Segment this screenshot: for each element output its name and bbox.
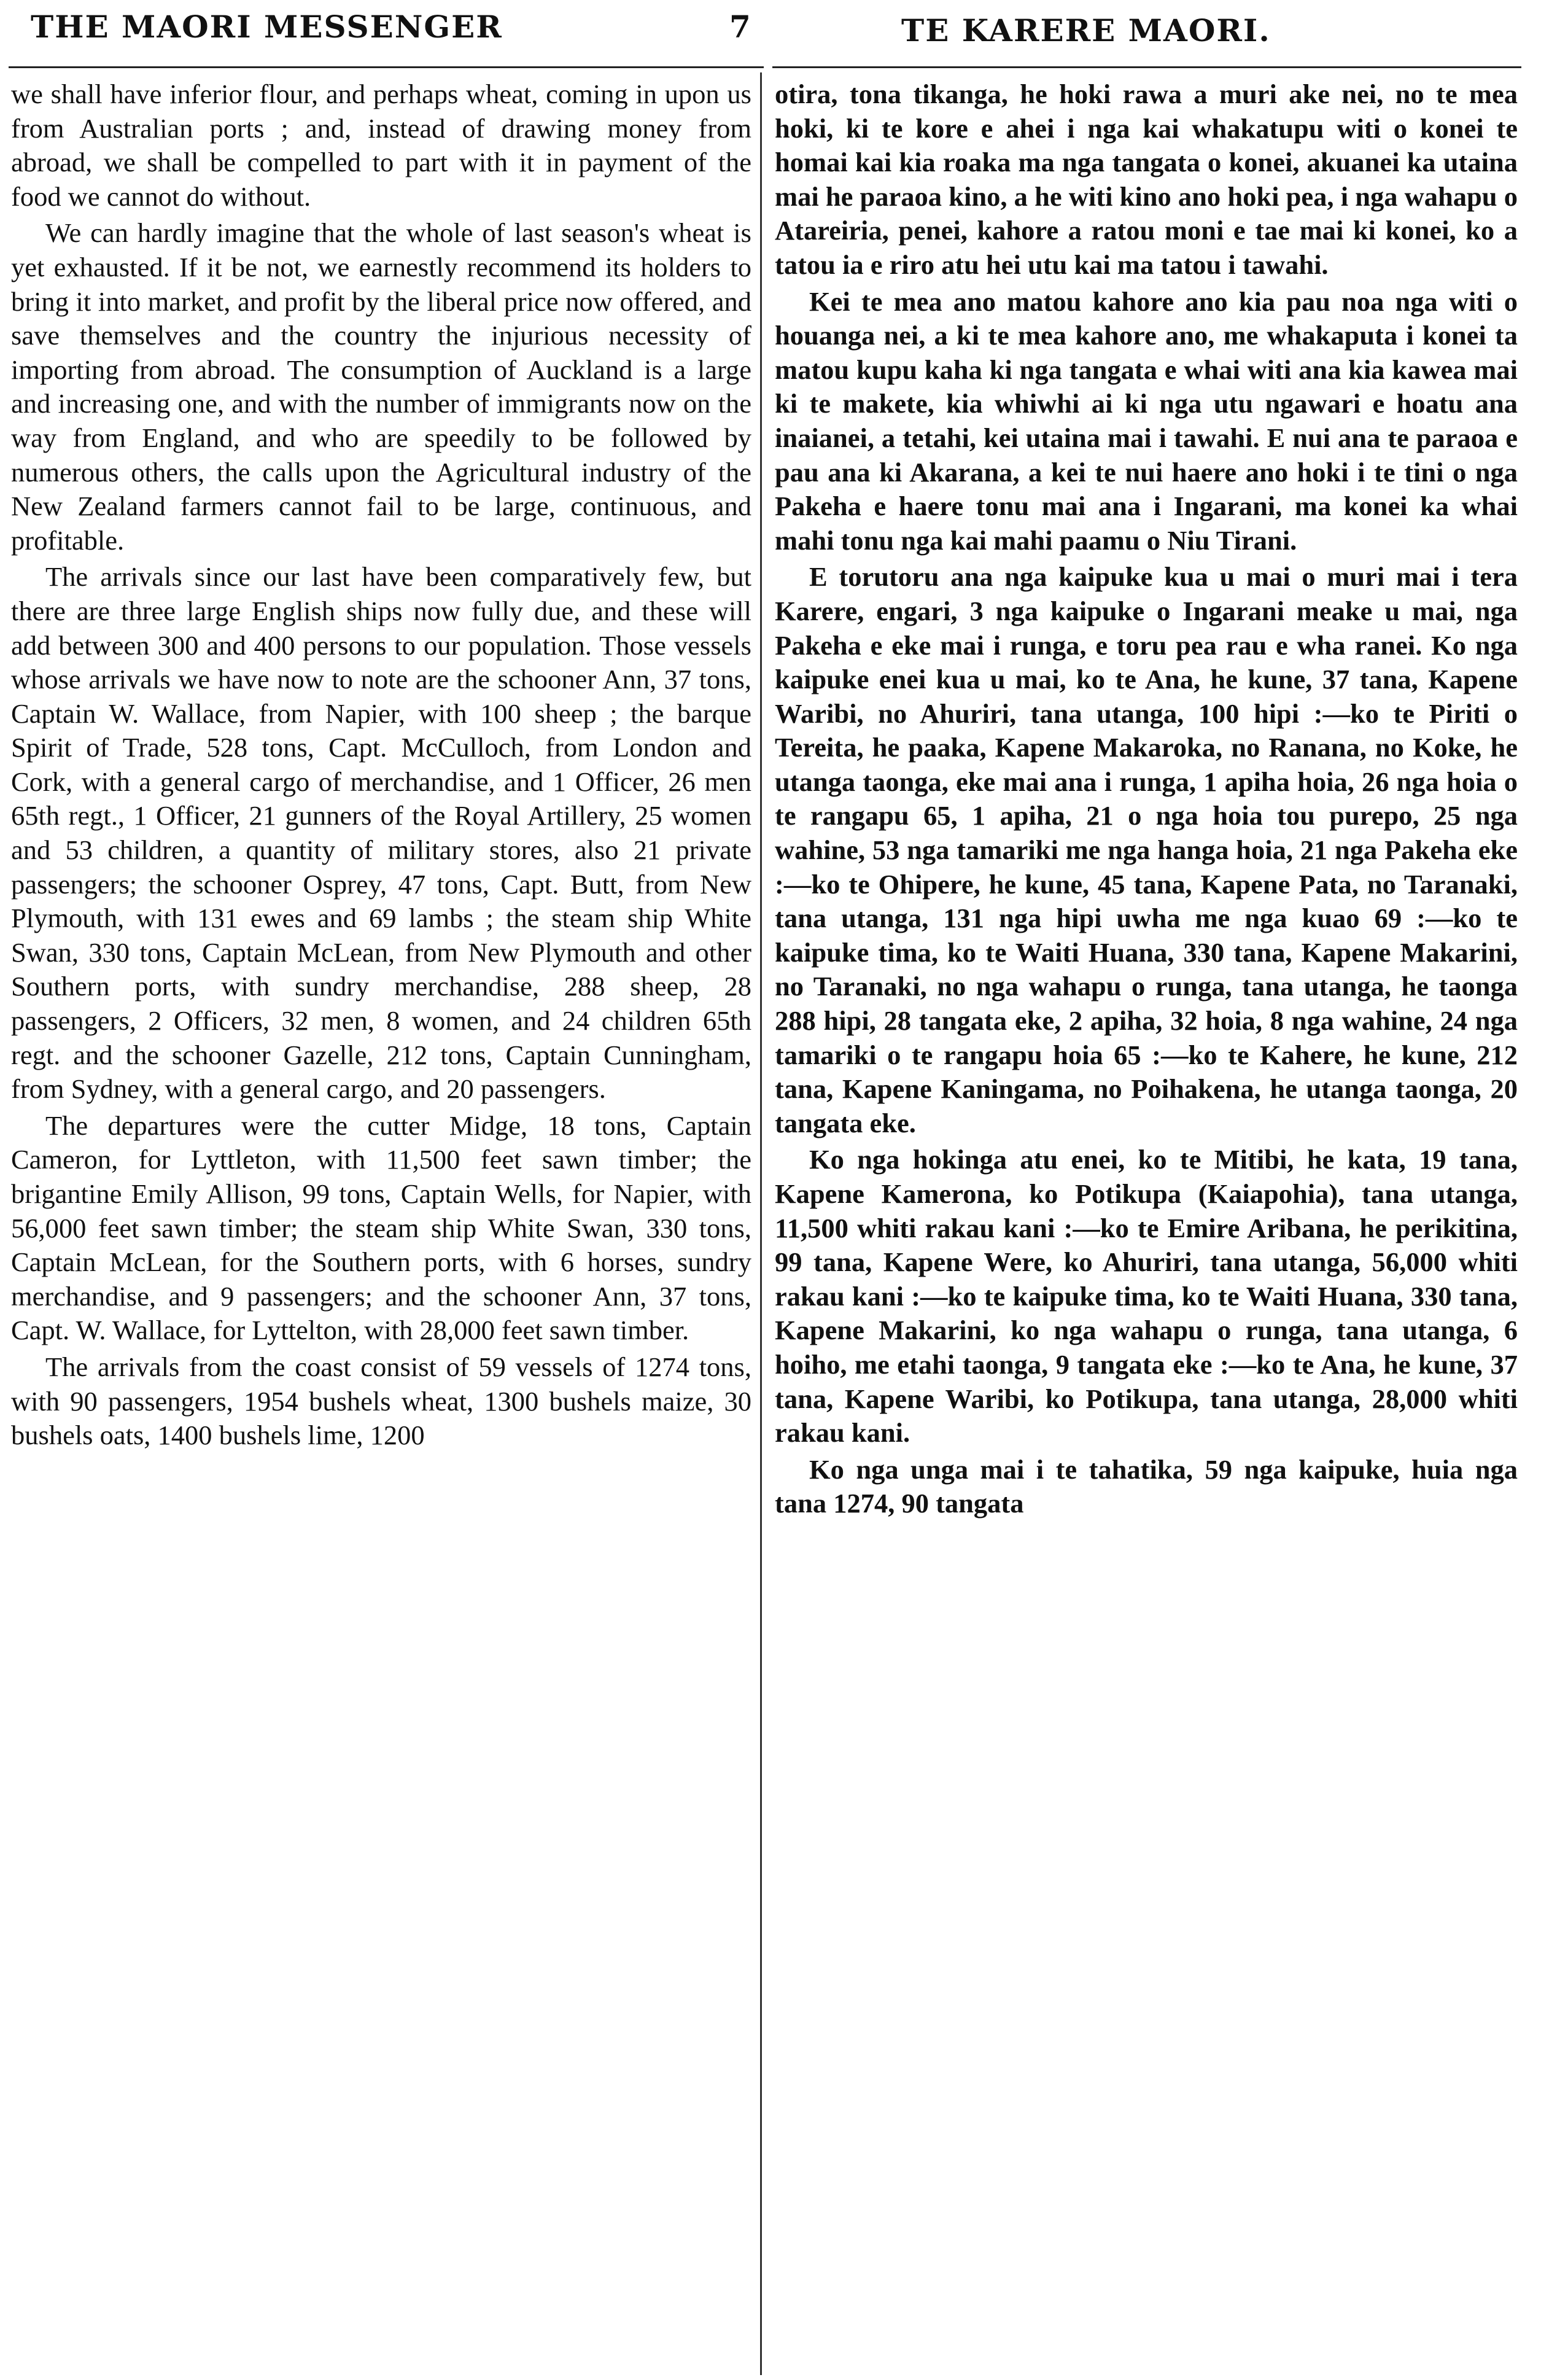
header-rule-left [9, 66, 764, 68]
maori-column [775, 77, 1518, 2374]
running-head [0, 4, 1541, 59]
header-rule-right [772, 66, 1521, 68]
english-paragraph: We can hardly imagine that the whole of last season's wheat is yet exhausted. If it be not, we earnestly recommend its holders to bring it into market, and profit by the liberal price now offered, and save themselves and the country the injurious necessity of importing from abroad. The consumption of Auckland is a large and increasing one, and with the number of immigrants now on the way from England, and who are speedily to be followed by numerous others, the calls upon the Agricultural industry of the New Zealand farmers cannot fail to be large, continuous, and profitable. [11, 217, 751, 556]
maori-paragraph: otira, tona tikanga, he hoki rawa a muri ake nei, no te mea hoki, ki te kore e ahei i nga kai whakatupu witi o konei te homai kai kia roaka ma nga tangata o konei, akuanei ka utaina mai he paraoa kino, a he witi kino ano hoki pea, i nga wahapu o Atareiria, penei, kahore a ratou moni e tae mai ki konei, ko a tatou ia e riro atu hei utu kai ma tatou i tawahi. [775, 79, 1518, 280]
english-paragraph: The arrivals since our last have been comparatively few, but there are three large English ships now fully due, and these will add between 300 and 400 persons to our population. Those vessels whose arrivals we have now to note are the schooner Ann, 37 tons, Captain W. Wallace, from Napier, with 100 sheep ; the barque Spirit of Trade, 528 tons, Capt. McCulloch, from London and Cork, with a general cargo of merchandise, and 1 Officer, 26 men 65th regt., 1 Officer, 21 gunners of the Royal Artillery, 25 women and 53 children, a quantity of military stores, also 21 private passengers; the schooner Osprey, 47 tons, Capt. Butt, from New Plymouth, with 131 ewes and 69 lambs ; the steam ship White Swan, 330 tons, Captain McLean, from New Plymouth and other Southern ports, with sundry merchandise, 288 sheep, 28 passengers, 2 Officers, 32 men, 8 women, and 24 children 65th regt. and the schooner Gazelle, 212 tons, Captain Cunningham, from Sydney, with a general cargo, and 20 passengers. [11, 561, 751, 1105]
english-paragraph: The departures were the cutter Midge, 18 tons, Captain Cameron, for Lyttleton, with 11,500 feet sawn timber; the brigantine Emily Allison, 99 tons, Captain Wells, for Napier, with 56,000 feet sawn timber; the steam ship White Swan, 330 tons, Captain McLean, for the Southern ports, with 6 horses, sundry merchandise, and 9 passengers; and the schooner Ann, 37 tons, Capt. W. Wallace, for Lyttelton, with 28,000 feet sawn timber. [11, 1110, 751, 1346]
english-paragraph: we shall have inferior flour, and perhaps wheat, coming in upon us from Australian ports ; and, instead of drawing money from abroad, we shall be compelled to part with it in payment of the food we cannot do without. [11, 79, 751, 212]
maori-masthead: TE KARERE MAORI. [901, 12, 1271, 49]
maori-paragraph: E torutoru ana nga kaipuke kua u mai o muri mai i tera Karere, engari, 3 nga kaipuke o Ingarani meake u mai, nga Pakeha e eke mai i runga, e toru pea rau e wha ranei. Ko nga kaipuke enei kua u mai, ko te Ana, he kune, 37 tana, Kapene Waribi, no Ahuriri, tana utanga, 100 hipi :—ko te Piriti o Tereita, he paaka, Kapene Makaroka, no Ranana, no Koke, he utanga taonga, eke mai ana i runga, 1 apiha hoia, 26 nga hoia o te rangapu 65, 1 apiha, 21 o nga hoia tou purepo, 25 nga wahine, 53 nga tamariki me nga hanga hoia, 21 nga Pakeha eke :—ko te Ohipere, he kune, 45 tana, Kapene Pata, no Taranaki, tana utanga, 131 nga hipi uwha me nga kuao 69 :—ko te kaipuke tima, ko te Waiti Huana, 330 tana, Kapene Makarini, no Taranaki, no nga wahapu o runga, tana utanga, he taonga 288 hipi, 28 tangata eke, 2 apiha, 32 hoia, 8 nga wahine, 24 nga tamariki o te rangapu hoia 65 :—ko te Kahere, he kune, 212 tana, Kapene Kaningama, no Poihakena, he utanga taonga, 20 tangata eke. [775, 561, 1518, 1138]
english-paragraph: The arrivals from the coast consist of 59 vessels of 1274 tons, with 90 passengers, 1954 bushels wheat, 1300 bushels maize, 30 bushels oats, 1400 bushels lime, 1200 [11, 1351, 751, 1451]
maori-paragraph: Kei te mea ano matou kahore ano kia pau noa nga witi o houanga nei, a ki te mea kahore ano, me whakaputa i konei ta matou kupu kaha ki nga tangata e whai witi ana kia kawea mai ki te makete, kia whiwhi ai ki nga utu ngawari e hoatu ana inaianei, a tetahi, kei utaina mai i tawahi. E nui ana te paraoa e pau ana ki Akarana, a kei te nui haere ano hoki i te tini o nga Pakeha e haere tonu mai ana i Ingarani, ma konei ka whai mahi tonu nga kai mahi paamu o Niu Tirani. [775, 286, 1518, 556]
english-column [11, 77, 751, 2374]
english-masthead: THE MAORI MESSENGER [31, 9, 503, 45]
page-number: 7 [729, 9, 752, 45]
maori-paragraph: Ko nga hokinga atu enei, ko te Mitibi, he kata, 19 tana, Kapene Kamerona, ko Potikupa (Kaiapohia), tana utanga, 11,500 whiti rakau kani :—ko te Emire Aribana, he perikitina, 99 tana, Kapene Were, ko Ahuriri, tana utanga, 56,000 whiti rakau kani :—ko te kaipuke tima, ko te Waiti Huana, 330 tana, Kapene Makarini, ko nga wahapu o runga, tana utanga, 6 hoiho, me etahi taonga, 9 tangata eke :—ko te Ana, he kune, 37 tana, Kapene Waribi, ko Potikupa, tana utanga, 28,000 whiti rakau kani. [775, 1144, 1518, 1449]
column-divider [760, 72, 762, 2375]
maori-paragraph: Ko nga unga mai i te tahatika, 59 nga kaipuke, huia nga tana 1274, 90 tangata [775, 1453, 1518, 1519]
